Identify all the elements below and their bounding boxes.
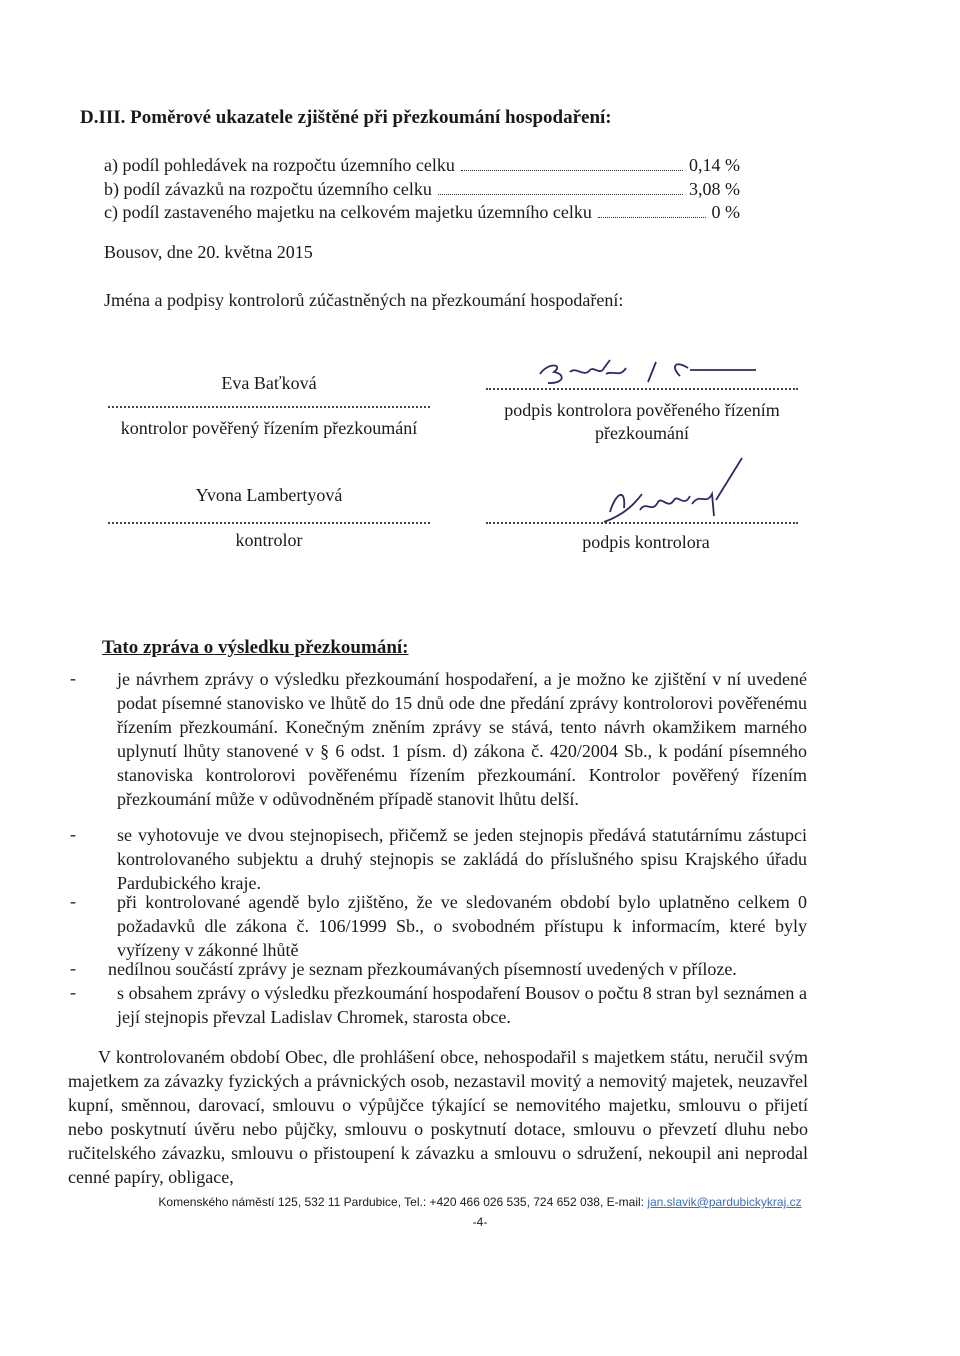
ratio-row bbox=[104, 155, 740, 176]
ratio-row bbox=[104, 202, 740, 223]
bullet-marker: - bbox=[70, 891, 76, 911]
ratio-value: 0 % bbox=[711, 202, 740, 222]
dot-leader bbox=[438, 194, 683, 195]
section-heading: D.III. Poměrové ukazatele zjištěné při přezkoumání hospodaření: bbox=[80, 107, 612, 128]
handwritten-signature-2 bbox=[596, 452, 756, 542]
ratio-label: c) podíl zastaveného majetku na celkovém majetku územního celku bbox=[104, 202, 592, 222]
bullet-marker: - bbox=[70, 668, 76, 688]
bullet-text: při kontrolované agendě bylo zjištěno, že ve sledovaném období bylo uplatněno celkem 0 požadavků dle zákona č. 106/1999 Sb., o svobodném přístupu k informacím, které byly vyřízeny v zákonné lhůtě bbox=[117, 892, 807, 960]
sign-label: podpis kontrolora bbox=[582, 532, 710, 552]
footer-address-text: Komenského náměstí 125, 532 11 Pardubice, Tel.: +420 466 026 535, 724 652 038, E-mail: bbox=[158, 1195, 648, 1209]
footer-email-link[interactable]: jan.slavik@pardubickykraj.cz bbox=[647, 1195, 802, 1209]
ratio-value: 0,14 % bbox=[689, 155, 740, 175]
signatures-intro: Jména a podpisy kontrolorů zúčastněných na přezkoumání hospodaření: bbox=[104, 290, 624, 310]
signature-line bbox=[486, 388, 798, 390]
ratio-label: a) podíl pohledávek na rozpočtu územního celku bbox=[104, 155, 455, 175]
ratio-value: 3,08 % bbox=[689, 179, 740, 199]
signer-role: kontrolor pověřený řízením přezkoumání bbox=[120, 418, 418, 438]
signature-line bbox=[108, 406, 430, 408]
signature-line bbox=[486, 522, 798, 524]
date-line: Bousov, dne 20. května 2015 bbox=[104, 242, 313, 262]
bullet-text: se vyhotovuje ve dvou stejnopisech, přičemž se jeden stejnopis předává statutárnímu zástupci kontrolovaného subjektu a druhý stejnopis se zakládá do příslušného spisu Krajského úřadu Pardubického kraje. bbox=[117, 825, 807, 893]
bullet-text: s obsahem zprávy o výsledku přezkoumání hospodaření Bousov o počtu 8 stran byl seznámen a její stejnopis převzal Ladislav Chromek, starosta obce. bbox=[117, 983, 807, 1027]
report-title: Tato zpráva o výsledku přezkoumání: bbox=[102, 637, 409, 658]
bullet-marker: - bbox=[70, 824, 76, 844]
bullet-marker: - bbox=[70, 958, 76, 978]
bullet-marker: - bbox=[70, 982, 76, 1002]
dot-leader bbox=[461, 170, 683, 171]
ratio-label: b) podíl závazků na rozpočtu územního celku bbox=[104, 179, 432, 199]
page-number: -4- bbox=[472, 1215, 488, 1229]
sign-label: přezkoumání bbox=[595, 423, 689, 443]
handwritten-signature-1 bbox=[530, 352, 760, 392]
closing-paragraph: V kontrolovaném období Obec, dle prohlášení obce, nehospodařil s majetkem státu, neručil svým majetkem za závazky fyzických a právnických osob, nezastavil movitý a nemovitý majetek, neuzavřel kupní, směnnou, darovací, smlouvu o výpůjčce týkající se nemovitého majetku, smlouvu o přijetí nebo poskytnutí úvěru nebo půjčky, smlouvu o poskytnutí dotace, smlouvu o převzetí dluhu nebo ručitelského závazku, smlouvu o přistoupení k závazku a smlouvu o sdružení, nekoupil ani neprodal cenné papíry, obligace, bbox=[68, 1047, 808, 1187]
sign-label: podpis kontrolora pověřeného řízením bbox=[504, 400, 780, 420]
footer-address bbox=[0, 1195, 960, 1209]
signer-name: Yvona Lambertyová bbox=[195, 485, 343, 505]
signature-line bbox=[108, 522, 430, 524]
ratio-row bbox=[104, 179, 740, 200]
signer-name: Eva Baťková bbox=[221, 373, 317, 393]
bullet-text: je návrhem zprávy o výsledku přezkoumání hospodaření, a je možno ke zjištění v ní uvedené podat písemné stanovisko ve lhůtě do 15 dnů ode dne předání zprávy kontrolorovi pověřenému řízením přezkoumání. Konečným zněním zprávy se stává, tento návrh okamžikem marného uplynutí lhůty stanovené v § 6 odst. 1 písm. d) zákona č. 420/2004 Sb., k podání písemného stanoviska kontrolorovi pověřenému řízením přezkoumání. Kontrolor pověřený řízením přezkoumání může v odůvodněném případě stanovit lhůtu delší. bbox=[117, 669, 807, 809]
signer-role: kontrolor bbox=[235, 530, 303, 550]
dot-leader bbox=[598, 217, 706, 218]
bullet-text: nedílnou součástí zprávy je seznam přezkoumávaných písemností uvedených v příloze. bbox=[108, 959, 737, 979]
